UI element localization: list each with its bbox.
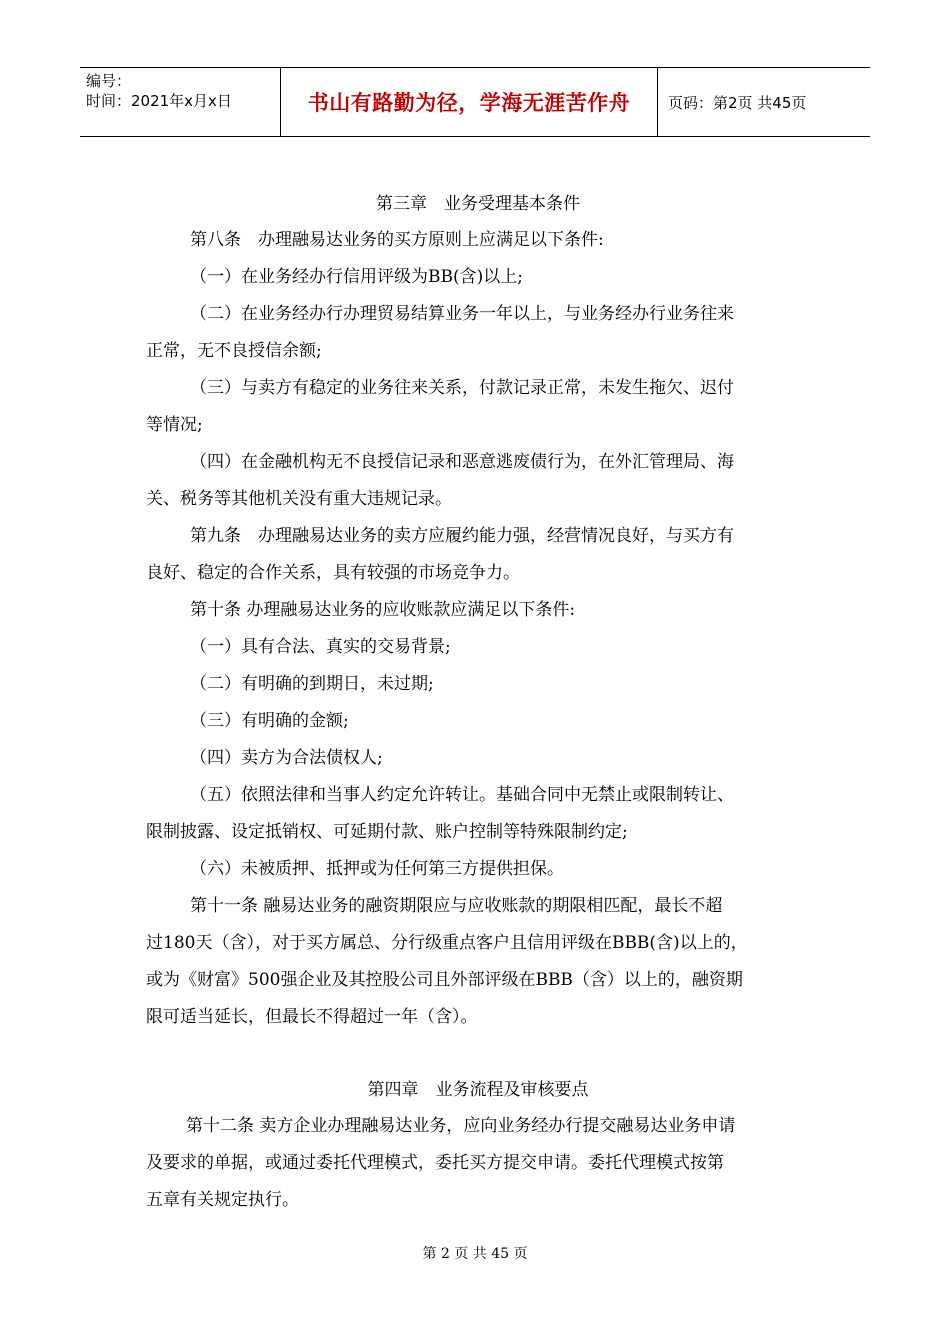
article-11-line-3: 或为《财富》500强企业及其控股公司且外部评级在BBB（含）以上的，融资期 xyxy=(146,970,743,990)
article-8-item-3-line-1: （三）与卖方有稳定的业务往来关系，付款记录正常，未发生拖欠、迟付 xyxy=(190,378,734,398)
header-page-info: 页码：第2页 共45页 xyxy=(668,93,807,112)
article-9-line-2: 良好、稳定的合作关系，具有较强的市场竞争力。 xyxy=(146,563,520,583)
chapter-3-title: 第三章 业务受理基本条件 xyxy=(376,194,580,214)
article-10-item-5-line-2: 限制披露、设定抵销权、可延期付款、账户控制等特殊限制约定; xyxy=(146,822,628,842)
article-8: 第八条 办理融易达业务的买方原则上应满足以下条件: xyxy=(190,230,604,250)
article-10-item-5-line-1: （五）依照法律和当事人约定允许转让。基础合同中无禁止或限制转让、 xyxy=(190,785,734,805)
article-10-item-6: （六）未被质押、抵押或为任何第三方提供担保。 xyxy=(190,859,564,879)
article-9-line-1: 第九条 办理融易达业务的卖方应履约能力强，经营情况良好，与买方有 xyxy=(190,526,734,546)
header-meta xyxy=(80,68,280,136)
article-10: 第十条 办理融易达业务的应收账款应满足以下条件: xyxy=(190,600,576,620)
article-8-item-1: （一）在业务经办行信用评级为BB(含)以上; xyxy=(190,267,523,287)
article-11-line-2: 过180天（含），对于买方属总、分行级重点客户且信用评级在BBB(含)以上的， xyxy=(146,933,748,953)
article-8-item-3-line-2: 等情况; xyxy=(146,415,203,435)
document-number-label: 编号： xyxy=(86,72,132,90)
header-motto: 书山有路勤为径，学海无涯苦作舟 xyxy=(280,68,658,136)
article-12-line-2: 及要求的单据，或通过委托代理模式，委托买方提交申请。委托代理模式按第 xyxy=(146,1153,724,1173)
chapter-4-title: 第四章 业务流程及审核要点 xyxy=(367,1080,589,1100)
article-11-line-4: 限可适当延长，但最长不得超过一年（含）。 xyxy=(146,1007,478,1027)
article-8-item-4-line-2: 关、税务等其他机关没有重大违规记录。 xyxy=(146,489,452,509)
article-10-item-3: （三）有明确的金额; xyxy=(190,711,349,731)
article-8-item-2-line-1: （二）在业务经办行办理贸易结算业务一年以上，与业务经办行业务往来 xyxy=(190,304,734,324)
article-12-line-3: 五章有关规定执行。 xyxy=(146,1190,299,1210)
article-10-item-1: （一）具有合法、真实的交易背景; xyxy=(190,637,451,657)
article-11-line-1: 第十一条 融易达业务的融资期限应与应收账款的期限相匹配，最长不超 xyxy=(190,896,723,916)
article-10-item-4: （四）卖方为合法债权人; xyxy=(190,748,383,768)
article-12-line-1: 第十二条 卖方企业办理融易达业务，应向业务经办行提交融易达业务申请 xyxy=(186,1116,736,1136)
article-8-item-4-line-1: （四）在金融机构无不良授信记录和恶意逃废债行为，在外汇管理局、海 xyxy=(190,452,734,472)
article-10-item-2: （二）有明确的到期日，未过期; xyxy=(190,674,434,694)
article-8-item-2-line-2: 正常，无不良授信余额; xyxy=(146,341,322,361)
page-footer: 第 2 页 共 45 页 xyxy=(422,1246,528,1262)
page-header xyxy=(80,67,870,137)
document-date: 时间：2021年x月x日 xyxy=(86,92,232,110)
